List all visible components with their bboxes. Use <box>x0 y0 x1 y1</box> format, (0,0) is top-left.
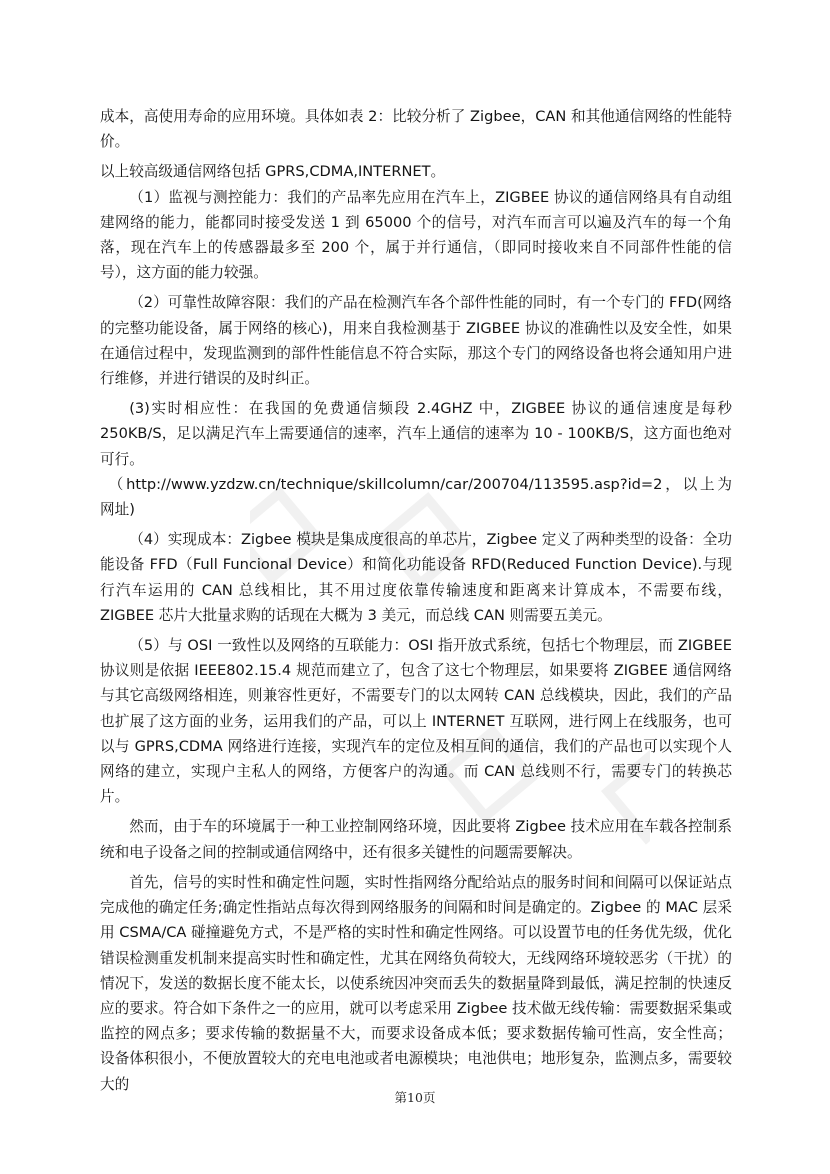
paragraph-realtime: (3)实时相应性：在我国的免费通信频段 2.4GHZ 中，ZIGBEE 协议的通信速度是每秒 250KB/S，足以满足汽车上需要通信的速率，汽车上通信的速率为 10 - 100KB/S，这方面也绝对可行。 <box>100 400 732 468</box>
paragraph-osi: （5）与 OSI 一致性以及网络的互联能力：OSI 指开放式系统，包括七个物理层，而 ZIGBEE 协议则是依据 IEEE802.15.4 规范而建立了，包含了这七个物理层，如果要将 ZIGBEE 通信网络与其它高级网络相连，则兼容性更好，不需要专门的以太网转 CAN 总线模块，因此，我们的产品也扩展了这方面的业务，运用我们的产品，可以上 INTERNET 互联网，进行网上在线服务，也可以与 GPRS,CDMA 网络进行连接，实现汽车的定位及相互间的通信，我们的产品也可以实现个人网络的建立，实现户主私人的网络，方便客户的沟通。而 CAN 总线则不行，需要专门的转换芯片。 <box>100 637 732 806</box>
paragraph-intro: 成本，高使用寿命的应用环境。具体如表 2：比较分析了 Zigbee，CAN 和其他通信网络的性能特价。 <box>100 108 732 151</box>
paragraph-first: 首先，信号的实时性和确定性问题，实时性指网络分配给站点的服务时间和间隔可以保证站点完成他的确定任务;确定性指站点每次得到网络服务的间隔和时间是确定的。Zigbee 的 MAC 层采用 CSMA/CA 碰撞避免方式，不是严格的实时性和确定性网络。可以设置节电的任务优先级，优化错误检测重发机制来提高实时性和确定性，尤其在网络负荷较大，无线网络环境较恶劣（干扰）的情况下，发送的数据长度不能太长，以使系统因冲突而丢失的数据量降到最低，满足控制的快速反应的要求。符合如下条件之一的应用，就可以考虑采用 Zigbee 技术做无线传输：需要数据采集或监控的网点多；要求传输的数据量不大，而要求设备成本低；要求数据传输可性高，安全性高； 设备体积很小，不便放置较大的充电电池或者电源模块；电池供电；地形复杂，监测点多，需要较大的 <box>100 873 732 1093</box>
paragraph-cost: （4）实现成本：Zigbee 模块是集成度很高的单芯片，Zigbee 定义了两种类型的设备：全功能设备 FFD（Full Funcional Device）和简化功能设备 RFD(Reduced Function Device).与现行汽车运用的 CAN 总线相比，其不用过度依靠传输速度和距离来计算成本，不需要布线，ZIGBEE 芯片大批量求购的话现在大概为 3 美元，而总线 CAN 则需要五美元。 <box>100 531 732 624</box>
paragraph-however: 然而，由于车的环境属于一种工业控制网络环境，因此要将 Zigbee 技术应用在车载各控制系统和电子设备之间的控制或通信网络中，还有很多关键性的问题需要解决。 <box>100 818 732 861</box>
paragraph-networks: 以上较高级通信网络包括 GPRS,CDMA,INTERNET。 <box>100 163 446 181</box>
page-number: 第10页 <box>394 1090 436 1105</box>
document-body <box>100 104 732 1102</box>
paragraph-reliability: （2）可靠性故障容限：我们的产品在检测汽车各个部件性能的同时，有一个专门的 FFD(网络的完整功能设备，属于网络的核心)，用来自我检测基于 ZIGBEE 协议的准确性以及安全性，如果在通信过程中，发现监测到的部件性能信息不符合实际，那这个专门的网络设备也将会通知用户进行维修，并进行错误的及时纠正。 <box>100 294 732 388</box>
paragraph-url: （http://www.yzdzw.cn/technique/skillcolumn/car/200704/113595.asp?id=2，以上为网址) <box>100 475 732 519</box>
paragraph-monitoring: （1）监视与测控能力：我们的产品率先应用在汽车上，ZIGBEE 协议的通信网络具有自动组建网络的能力，能都同时接受发送 1 到 65000 个的信号，对汽车而言可以遍及汽车的每一个角落，现在汽车上的传感器最多至 200 个，属于并行通信，（即同时接收来自不同部件性能的信号），这方面的能力较强。 <box>100 188 732 282</box>
